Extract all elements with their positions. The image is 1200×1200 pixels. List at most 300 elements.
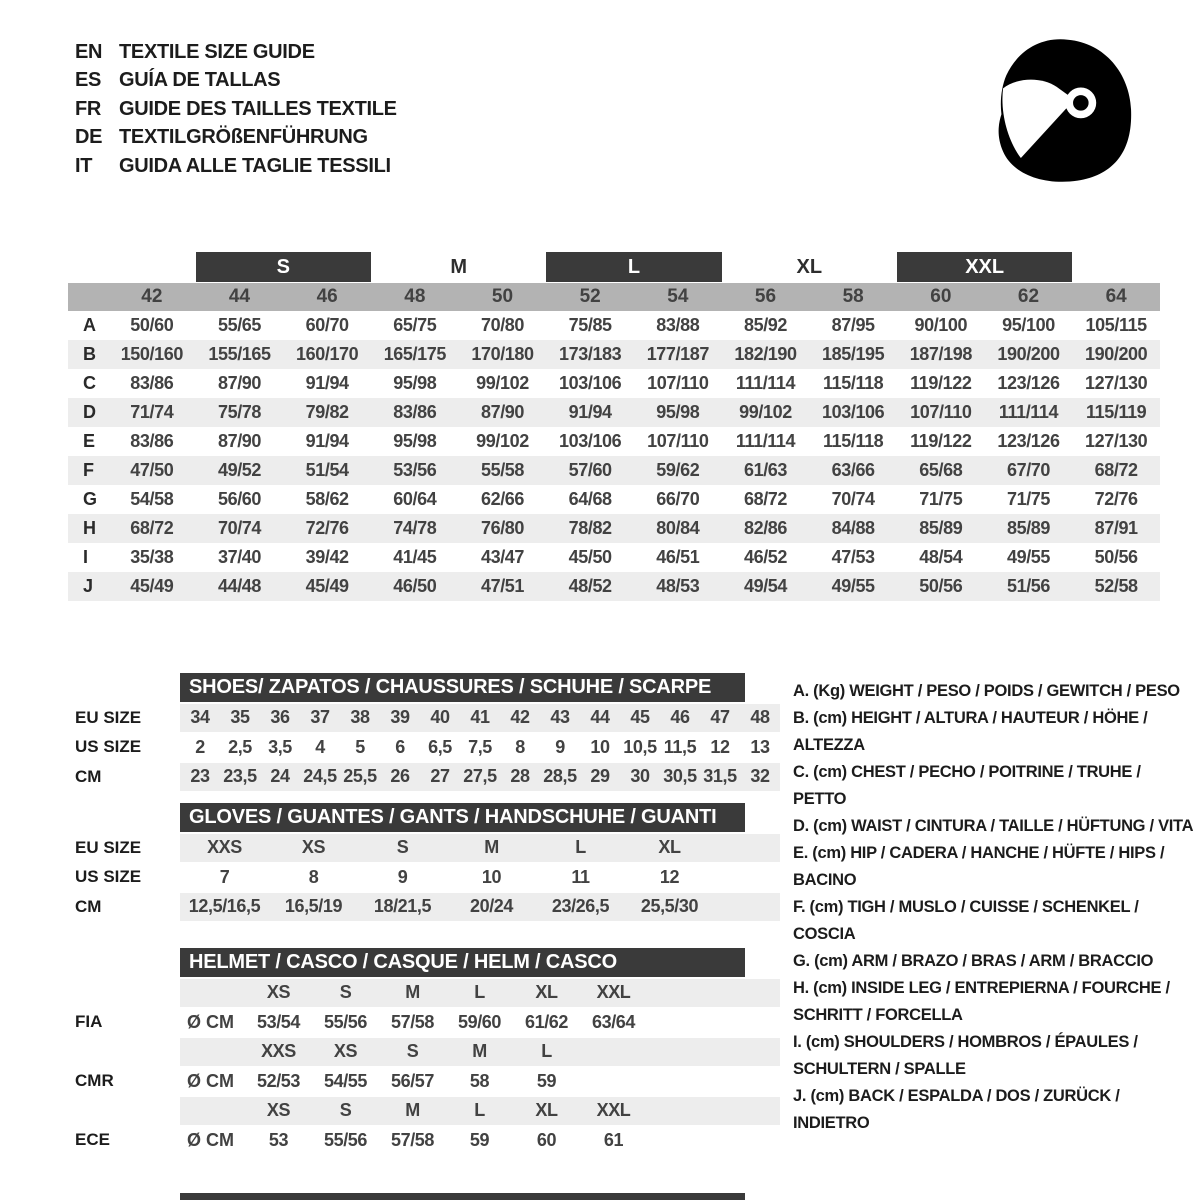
numeric-size-cell: 64 — [1105, 286, 1127, 307]
size-value-cell: 79/82 — [305, 402, 349, 422]
helmet-value-cell: 59/60 — [457, 1011, 502, 1032]
helmet-value-cell: XXL — [596, 982, 631, 1002]
shoes-value-cell: 28,5 — [543, 766, 577, 786]
size-value-cell: 57/60 — [568, 460, 612, 480]
shoes-row — [75, 763, 780, 791]
helmet-row-body — [180, 979, 780, 1007]
size-value-cell: 48/54 — [919, 547, 963, 567]
shoes-value-cell: 41 — [470, 707, 490, 727]
helmet-row — [75, 1126, 780, 1154]
shoes-value-cell: 43 — [550, 707, 570, 727]
table-row — [68, 340, 1160, 369]
gloves-value-cell: XS — [301, 837, 326, 857]
numeric-size-cell: 48 — [404, 286, 426, 307]
shoes-value-cell: 5 — [355, 736, 365, 757]
numeric-size-cell: 54 — [667, 286, 689, 307]
size-value-cell: 115/118 — [823, 373, 884, 393]
helmet-value-cell: 61 — [603, 1129, 624, 1150]
size-value-cell: 95/98 — [393, 431, 437, 451]
size-value-cell: 160/170 — [296, 344, 359, 364]
helmet-value-cell: M — [405, 982, 420, 1002]
size-value-cell: 47/51 — [480, 576, 525, 596]
shoes-value-cell: 35 — [230, 707, 250, 727]
row-label: CMR — [75, 1071, 114, 1090]
corner-spacer — [68, 283, 108, 311]
shoes-value-cell: 2 — [195, 736, 205, 757]
size-group-label: XXL — [897, 252, 1072, 282]
size-value-cell: 49/55 — [1006, 547, 1051, 567]
numeric-size-cell: 56 — [754, 286, 777, 307]
language-code: FR — [75, 97, 102, 120]
shoes-value-cell: 30,5 — [663, 766, 697, 786]
legend-item: J. (cm) BACK / ESPALDA / DOS / ZURÜCK / INDIETRO — [793, 1087, 1120, 1132]
row-letter: G — [83, 489, 98, 509]
size-value-cell: 91/94 — [568, 402, 612, 422]
gloves-value-cell: 23/26,5 — [551, 896, 610, 916]
helmet-row-body — [180, 1008, 780, 1036]
size-value-cell: 47/50 — [130, 460, 174, 480]
size-value-cell: 85/92 — [743, 315, 788, 335]
helmet-value-cell: 52/53 — [256, 1070, 301, 1091]
row-label: CM — [75, 766, 102, 786]
helmet-value-cell: 59 — [536, 1070, 557, 1091]
gloves-row — [75, 863, 780, 891]
size-value-cell: 105/115 — [1085, 315, 1147, 335]
size-value-cell: 190/200 — [997, 344, 1060, 364]
legend-item: D. (cm) WAIST / CINTURA / TAILLE / HÜFTUNG / VITA — [793, 817, 1194, 835]
size-value-cell: 45/49 — [305, 576, 349, 596]
size-value-cell: 185/195 — [822, 344, 885, 364]
size-value-cell: 70/80 — [480, 315, 525, 335]
gloves-section-title: GLOVES / GUANTES / GANTS / HANDSCHUHE / GUANTI — [180, 803, 745, 832]
size-value-cell: 76/80 — [480, 518, 525, 538]
gloves-value-cell: 12,5/16,5 — [188, 896, 261, 916]
size-value-cell: 107/110 — [910, 402, 972, 422]
size-value-cell: 84/88 — [831, 518, 875, 538]
size-value-cell: 111/114 — [998, 402, 1059, 422]
shoes-value-cell: 8 — [515, 736, 525, 757]
measurement-legend — [793, 678, 1195, 1137]
gloves-value-cell: 7 — [219, 866, 230, 887]
helmet-value-cell: XL — [535, 1100, 558, 1120]
unit-cell: Ø CM — [187, 1129, 234, 1150]
helmet-value-cell: 53 — [268, 1129, 289, 1150]
helmet-value-cell: 57/58 — [390, 1011, 435, 1032]
size-value-cell: 90/100 — [914, 315, 968, 335]
gloves-row — [75, 834, 780, 862]
size-value-cell: 87/90 — [217, 373, 262, 393]
size-value-cell: 173/183 — [559, 344, 622, 364]
shoes-value-cell: 39 — [390, 707, 410, 727]
helmet-row — [75, 1067, 780, 1095]
numeric-size-cell: 52 — [579, 286, 601, 307]
helmet-value-cell: 61/62 — [524, 1011, 569, 1032]
language-row — [75, 124, 397, 153]
shoes-value-cell: 46 — [670, 707, 690, 727]
helmet-value-cell: 59 — [469, 1129, 490, 1150]
size-group-label: XL — [796, 255, 823, 278]
helmet-section — [75, 948, 780, 1154]
size-value-cell: 82/86 — [743, 518, 788, 538]
legend-item: C. (cm) CHEST / PECHO / POITRINE / TRUHE / PETTO — [793, 763, 1141, 808]
gloves-value-cell: 9 — [397, 866, 408, 887]
size-value-cell: 45/49 — [130, 576, 174, 596]
size-value-cell: 50/56 — [1094, 547, 1138, 567]
gloves-value-cell: XXS — [207, 837, 242, 857]
size-value-cell: 103/106 — [559, 373, 622, 393]
size-value-cell: 41/45 — [393, 547, 437, 567]
gloves-value-cell: 18/21,5 — [373, 896, 432, 916]
shoes-value-cell: 3,5 — [268, 736, 292, 757]
row-letter: D — [83, 402, 96, 422]
helmet-value-cell: M — [405, 1100, 420, 1120]
helmet-value-cell: XS — [266, 1100, 291, 1120]
helmet-row-body — [180, 1038, 780, 1066]
shoes-value-cell: 24 — [270, 766, 290, 786]
helmet-value-cell: L — [474, 982, 485, 1002]
shoes-value-cell: 36 — [270, 707, 290, 727]
legend-item: I. (cm) SHOULDERS / HOMBROS / ÉPAULES / SCHULTERN / SPALLE — [793, 1033, 1138, 1078]
size-value-cell: 75/85 — [568, 315, 612, 335]
language-row — [75, 152, 397, 181]
size-value-cell: 58/62 — [305, 489, 349, 509]
gloves-value-cell: 25,5/30 — [640, 896, 699, 916]
size-value-cell: 60/70 — [305, 315, 349, 335]
size-value-cell: 48/53 — [656, 576, 700, 596]
table-row — [68, 427, 1160, 456]
row-label: US SIZE — [75, 867, 142, 886]
gloves-value-cell: 10 — [481, 866, 502, 887]
shoes-value-cell: 38 — [350, 707, 370, 727]
shoes-row-body — [180, 733, 780, 761]
size-group-label: L — [546, 252, 721, 282]
helmet-row — [75, 1038, 780, 1066]
size-value-cell: 127/130 — [1085, 431, 1148, 451]
shoes-value-cell: 23,5 — [223, 766, 257, 786]
size-value-cell: 63/66 — [831, 460, 875, 480]
size-value-cell: 115/119 — [1086, 402, 1147, 422]
gloves-row — [75, 893, 780, 921]
size-value-cell: 119/122 — [910, 431, 972, 451]
gloves-value-cell: XL — [658, 837, 681, 857]
language-row — [75, 95, 397, 124]
table-row — [68, 398, 1160, 427]
size-value-cell: 187/198 — [909, 344, 972, 364]
size-value-cell: 190/200 — [1085, 344, 1148, 364]
helmet-value-cell: XS — [333, 1041, 358, 1061]
size-value-cell: 65/75 — [393, 315, 437, 335]
size-value-cell: 99/102 — [739, 402, 792, 422]
size-value-cell: 87/91 — [1094, 518, 1138, 538]
language-title: GUIDA ALLE TAGLIE TESSILI — [119, 154, 391, 177]
gloves-row-body — [180, 834, 780, 862]
size-value-cell: 67/70 — [1006, 460, 1051, 480]
size-value-cell: 49/54 — [743, 576, 788, 596]
shoes-value-cell: 6 — [395, 736, 405, 757]
helmet-value-cell: 63/64 — [591, 1011, 636, 1032]
size-value-cell: 91/94 — [305, 431, 349, 451]
size-value-cell: 85/89 — [919, 518, 963, 538]
size-value-cell: 95/98 — [393, 373, 437, 393]
size-value-cell: 56/60 — [217, 489, 262, 509]
shoes-row-body — [180, 704, 780, 732]
numeric-size-cell: 60 — [930, 286, 952, 307]
helmet-row-body — [180, 1067, 780, 1095]
size-value-cell: 68/72 — [743, 489, 788, 509]
table-row — [68, 369, 1160, 398]
numeric-size-cell: 50 — [491, 286, 514, 307]
shoes-value-cell: 48 — [750, 707, 770, 727]
shoes-value-cell: 13 — [750, 736, 770, 757]
size-value-cell: 99/102 — [476, 373, 529, 393]
row-label: ECE — [75, 1130, 110, 1149]
shoes-section — [75, 673, 780, 791]
shoes-row — [75, 733, 780, 761]
row-letter: H — [83, 518, 96, 538]
size-value-cell: 115/118 — [823, 431, 884, 451]
size-value-cell: 35/38 — [130, 547, 174, 567]
helmet-value-cell: 58 — [469, 1070, 490, 1091]
shoes-value-cell: 7,5 — [468, 736, 492, 757]
helmet-value-cell: 57/58 — [390, 1129, 435, 1150]
size-value-cell: 37/40 — [217, 547, 262, 567]
size-value-cell: 44/48 — [217, 576, 262, 596]
shoes-value-cell: 10,5 — [623, 736, 657, 757]
size-value-cell: 85/89 — [1006, 518, 1051, 538]
helmet-value-cell — [580, 1038, 647, 1066]
size-value-cell: 65/68 — [919, 460, 963, 480]
size-value-cell: 119/122 — [910, 373, 972, 393]
size-value-cell: 71/75 — [919, 489, 963, 509]
size-value-cell: 54/58 — [130, 489, 174, 509]
size-value-cell: 61/63 — [743, 460, 788, 480]
size-value-cell: 182/190 — [734, 344, 797, 364]
shoes-value-cell: 32 — [750, 766, 770, 786]
size-value-cell: 55/58 — [480, 460, 525, 480]
shoes-value-cell: 34 — [190, 707, 210, 727]
shoes-value-cell: 6,5 — [428, 736, 452, 757]
size-value-cell: 51/54 — [305, 460, 349, 480]
helmet-row — [75, 979, 780, 1007]
size-value-cell: 170/180 — [471, 344, 534, 364]
main-size-table — [68, 252, 1160, 601]
table-row — [68, 311, 1160, 340]
size-value-cell: 51/56 — [1006, 576, 1051, 596]
language-code: IT — [75, 154, 93, 177]
shoes-value-cell: 29 — [590, 766, 610, 786]
size-value-cell: 46/52 — [743, 547, 788, 567]
shoes-section-title: SHOES/ ZAPATOS / CHAUSSURES / SCHUHE / SCARPE — [180, 673, 745, 702]
gloves-row-body — [180, 863, 780, 891]
size-value-cell: 87/90 — [480, 402, 525, 422]
shoes-value-cell: 24,5 — [303, 766, 337, 786]
helmet-value-cell: L — [474, 1100, 485, 1120]
gloves-value-cell: 16,5/19 — [284, 896, 343, 916]
helmet-value-cell — [580, 1067, 647, 1095]
shoes-value-cell: 30 — [630, 766, 650, 786]
size-value-cell: 53/56 — [393, 460, 437, 480]
size-value-cell: 127/130 — [1085, 373, 1148, 393]
row-label: EU SIZE — [75, 837, 142, 857]
helmet-value-cell: 55/56 — [323, 1129, 368, 1150]
size-value-cell: 60/64 — [393, 489, 437, 509]
size-value-cell: 39/42 — [305, 547, 349, 567]
size-value-cell: 48/52 — [568, 576, 612, 596]
language-code: ES — [75, 69, 102, 92]
helmet-value-cell: S — [406, 1041, 419, 1061]
unit-cell: Ø CM — [187, 1070, 234, 1091]
shoes-value-cell: 28 — [510, 766, 530, 786]
shoes-value-cell: 31,5 — [703, 766, 737, 786]
size-value-cell: 47/53 — [831, 547, 875, 567]
table-row — [68, 514, 1160, 543]
gloves-value-cell: M — [484, 837, 499, 857]
shoes-value-cell: 27 — [430, 766, 450, 786]
row-letter: I — [83, 547, 89, 567]
helmet-value-cell: XXS — [261, 1041, 296, 1061]
shoes-value-cell: 10 — [590, 736, 610, 757]
size-value-cell: 83/86 — [393, 402, 437, 422]
shoes-value-cell: 2,5 — [228, 736, 252, 757]
language-row — [75, 38, 397, 67]
size-value-cell: 71/75 — [1006, 489, 1051, 509]
size-value-cell: 95/100 — [1002, 315, 1055, 335]
helmet-value-cell: M — [472, 1041, 487, 1061]
helmet-value-cell: 56/57 — [390, 1070, 435, 1091]
size-value-cell: 103/106 — [559, 431, 622, 451]
row-letter: A — [83, 315, 96, 335]
language-title: TEXTILE SIZE GUIDE — [119, 40, 315, 63]
unit-cell — [180, 1038, 245, 1066]
cutoff-section-bar — [180, 1193, 745, 1200]
size-value-cell: 87/95 — [831, 315, 875, 335]
size-value-cell: 72/76 — [305, 518, 349, 538]
helmet-value-cell: XL — [535, 982, 558, 1002]
helmet-value-cell: L — [541, 1041, 552, 1061]
table-row — [68, 572, 1160, 601]
helmet-value-cell: 53/54 — [256, 1011, 301, 1032]
row-label: US SIZE — [75, 737, 142, 756]
size-value-cell: 165/175 — [383, 344, 446, 364]
racing-helmet-icon — [982, 26, 1144, 196]
shoes-row-body — [180, 763, 780, 791]
legend-item: H. (cm) INSIDE LEG / ENTREPIERNA / FOURCHE / SCHRITT / FORCELLA — [793, 979, 1170, 1024]
language-row — [75, 67, 397, 96]
size-value-cell: 43/47 — [480, 547, 525, 567]
numeric-size-cell: 62 — [1017, 286, 1040, 307]
helmet-value-cell: S — [339, 982, 352, 1002]
table-row — [68, 485, 1160, 514]
gloves-value-cell: 8 — [308, 866, 319, 887]
size-value-cell: 68/72 — [1094, 460, 1138, 480]
numeric-size-cell: 58 — [842, 286, 864, 307]
shoes-value-cell: 11,5 — [663, 736, 697, 757]
size-value-cell: 50/56 — [919, 576, 963, 596]
size-value-cell: 59/62 — [656, 460, 700, 480]
size-group-label: S — [196, 252, 371, 282]
shoes-value-cell: 40 — [430, 707, 450, 727]
language-title: GUIDE DES TAILLES TEXTILE — [119, 97, 397, 120]
shoes-value-cell: 25,5 — [343, 766, 377, 786]
shoes-value-cell: 45 — [630, 707, 650, 727]
size-value-cell: 46/50 — [393, 576, 437, 596]
helmet-row — [75, 1097, 780, 1125]
size-group-label: M — [450, 255, 467, 278]
size-value-cell: 49/55 — [831, 576, 875, 596]
shoes-value-cell: 26 — [390, 766, 410, 786]
language-title: GUÍA DE TALLAS — [119, 69, 281, 92]
language-code: DE — [75, 126, 103, 149]
row-label — [75, 1038, 180, 1066]
size-value-cell: 66/70 — [656, 489, 700, 509]
helmet-value-cell: XS — [266, 982, 291, 1002]
shoes-value-cell: 47 — [710, 707, 730, 727]
size-value-cell: 123/126 — [997, 373, 1060, 393]
helmet-value-cell: S — [339, 1100, 352, 1120]
size-value-cell: 83/86 — [130, 373, 174, 393]
size-value-cell: 70/74 — [217, 518, 262, 538]
size-value-cell: 68/72 — [130, 518, 174, 538]
size-value-cell: 70/74 — [831, 489, 875, 509]
size-value-cell: 52/58 — [1094, 576, 1138, 596]
size-value-cell: 99/102 — [476, 431, 529, 451]
gloves-row-body — [180, 893, 780, 921]
size-group-header-row — [68, 252, 1160, 282]
size-value-cell: 45/50 — [568, 547, 612, 567]
size-value-cell: 75/78 — [217, 402, 262, 422]
row-letter: J — [83, 576, 94, 596]
size-value-cell: 150/160 — [120, 344, 183, 364]
row-label: CM — [75, 896, 102, 916]
size-value-cell: 49/52 — [217, 460, 262, 480]
numeric-size-row — [68, 283, 1160, 311]
legend-item: F. (cm) TIGH / MUSLO / CUISSE / SCHENKEL / COSCIA — [793, 898, 1139, 943]
legend-item: E. (cm) HIP / CADERA / HANCHE / HÜFTE / HIPS / BACINO — [793, 844, 1165, 889]
shoes-value-cell: 27,5 — [463, 766, 497, 786]
row-label: EU SIZE — [75, 707, 142, 727]
size-value-cell: 103/106 — [822, 402, 885, 422]
size-value-cell: 83/88 — [656, 315, 700, 335]
size-value-cell: 107/110 — [647, 373, 709, 393]
shoes-value-cell: 44 — [590, 707, 610, 727]
shoes-value-cell: 42 — [510, 707, 530, 727]
size-value-cell: 72/76 — [1094, 489, 1138, 509]
unit-cell: Ø CM — [187, 1011, 234, 1032]
unit-cell — [180, 1097, 245, 1125]
row-letter: C — [83, 373, 96, 393]
helmet-value-cell: XXL — [596, 1100, 631, 1120]
shoes-value-cell: 23 — [190, 766, 210, 786]
size-value-cell: 80/84 — [656, 518, 700, 538]
unit-cell — [180, 979, 245, 1007]
shoes-value-cell: 37 — [310, 707, 330, 727]
shoes-value-cell: 12 — [710, 736, 730, 757]
size-value-cell: 123/126 — [997, 431, 1060, 451]
helmet-section-title: HELMET / CASCO / CASQUE / HELM / CASCO — [180, 948, 745, 977]
size-value-cell: 95/98 — [656, 402, 700, 422]
size-value-cell: 50/60 — [130, 315, 174, 335]
gloves-value-cell: 11 — [571, 866, 590, 887]
row-label: FIA — [75, 1012, 103, 1031]
size-value-cell: 111/114 — [735, 431, 796, 451]
size-value-cell: 55/65 — [217, 315, 262, 335]
size-value-cell: 83/86 — [130, 431, 174, 451]
helmet-row — [75, 1008, 780, 1036]
numeric-size-cell: 46 — [316, 286, 338, 307]
size-value-cell: 91/94 — [305, 373, 349, 393]
helmet-value-cell: 54/55 — [323, 1070, 368, 1091]
table-row — [68, 456, 1160, 485]
